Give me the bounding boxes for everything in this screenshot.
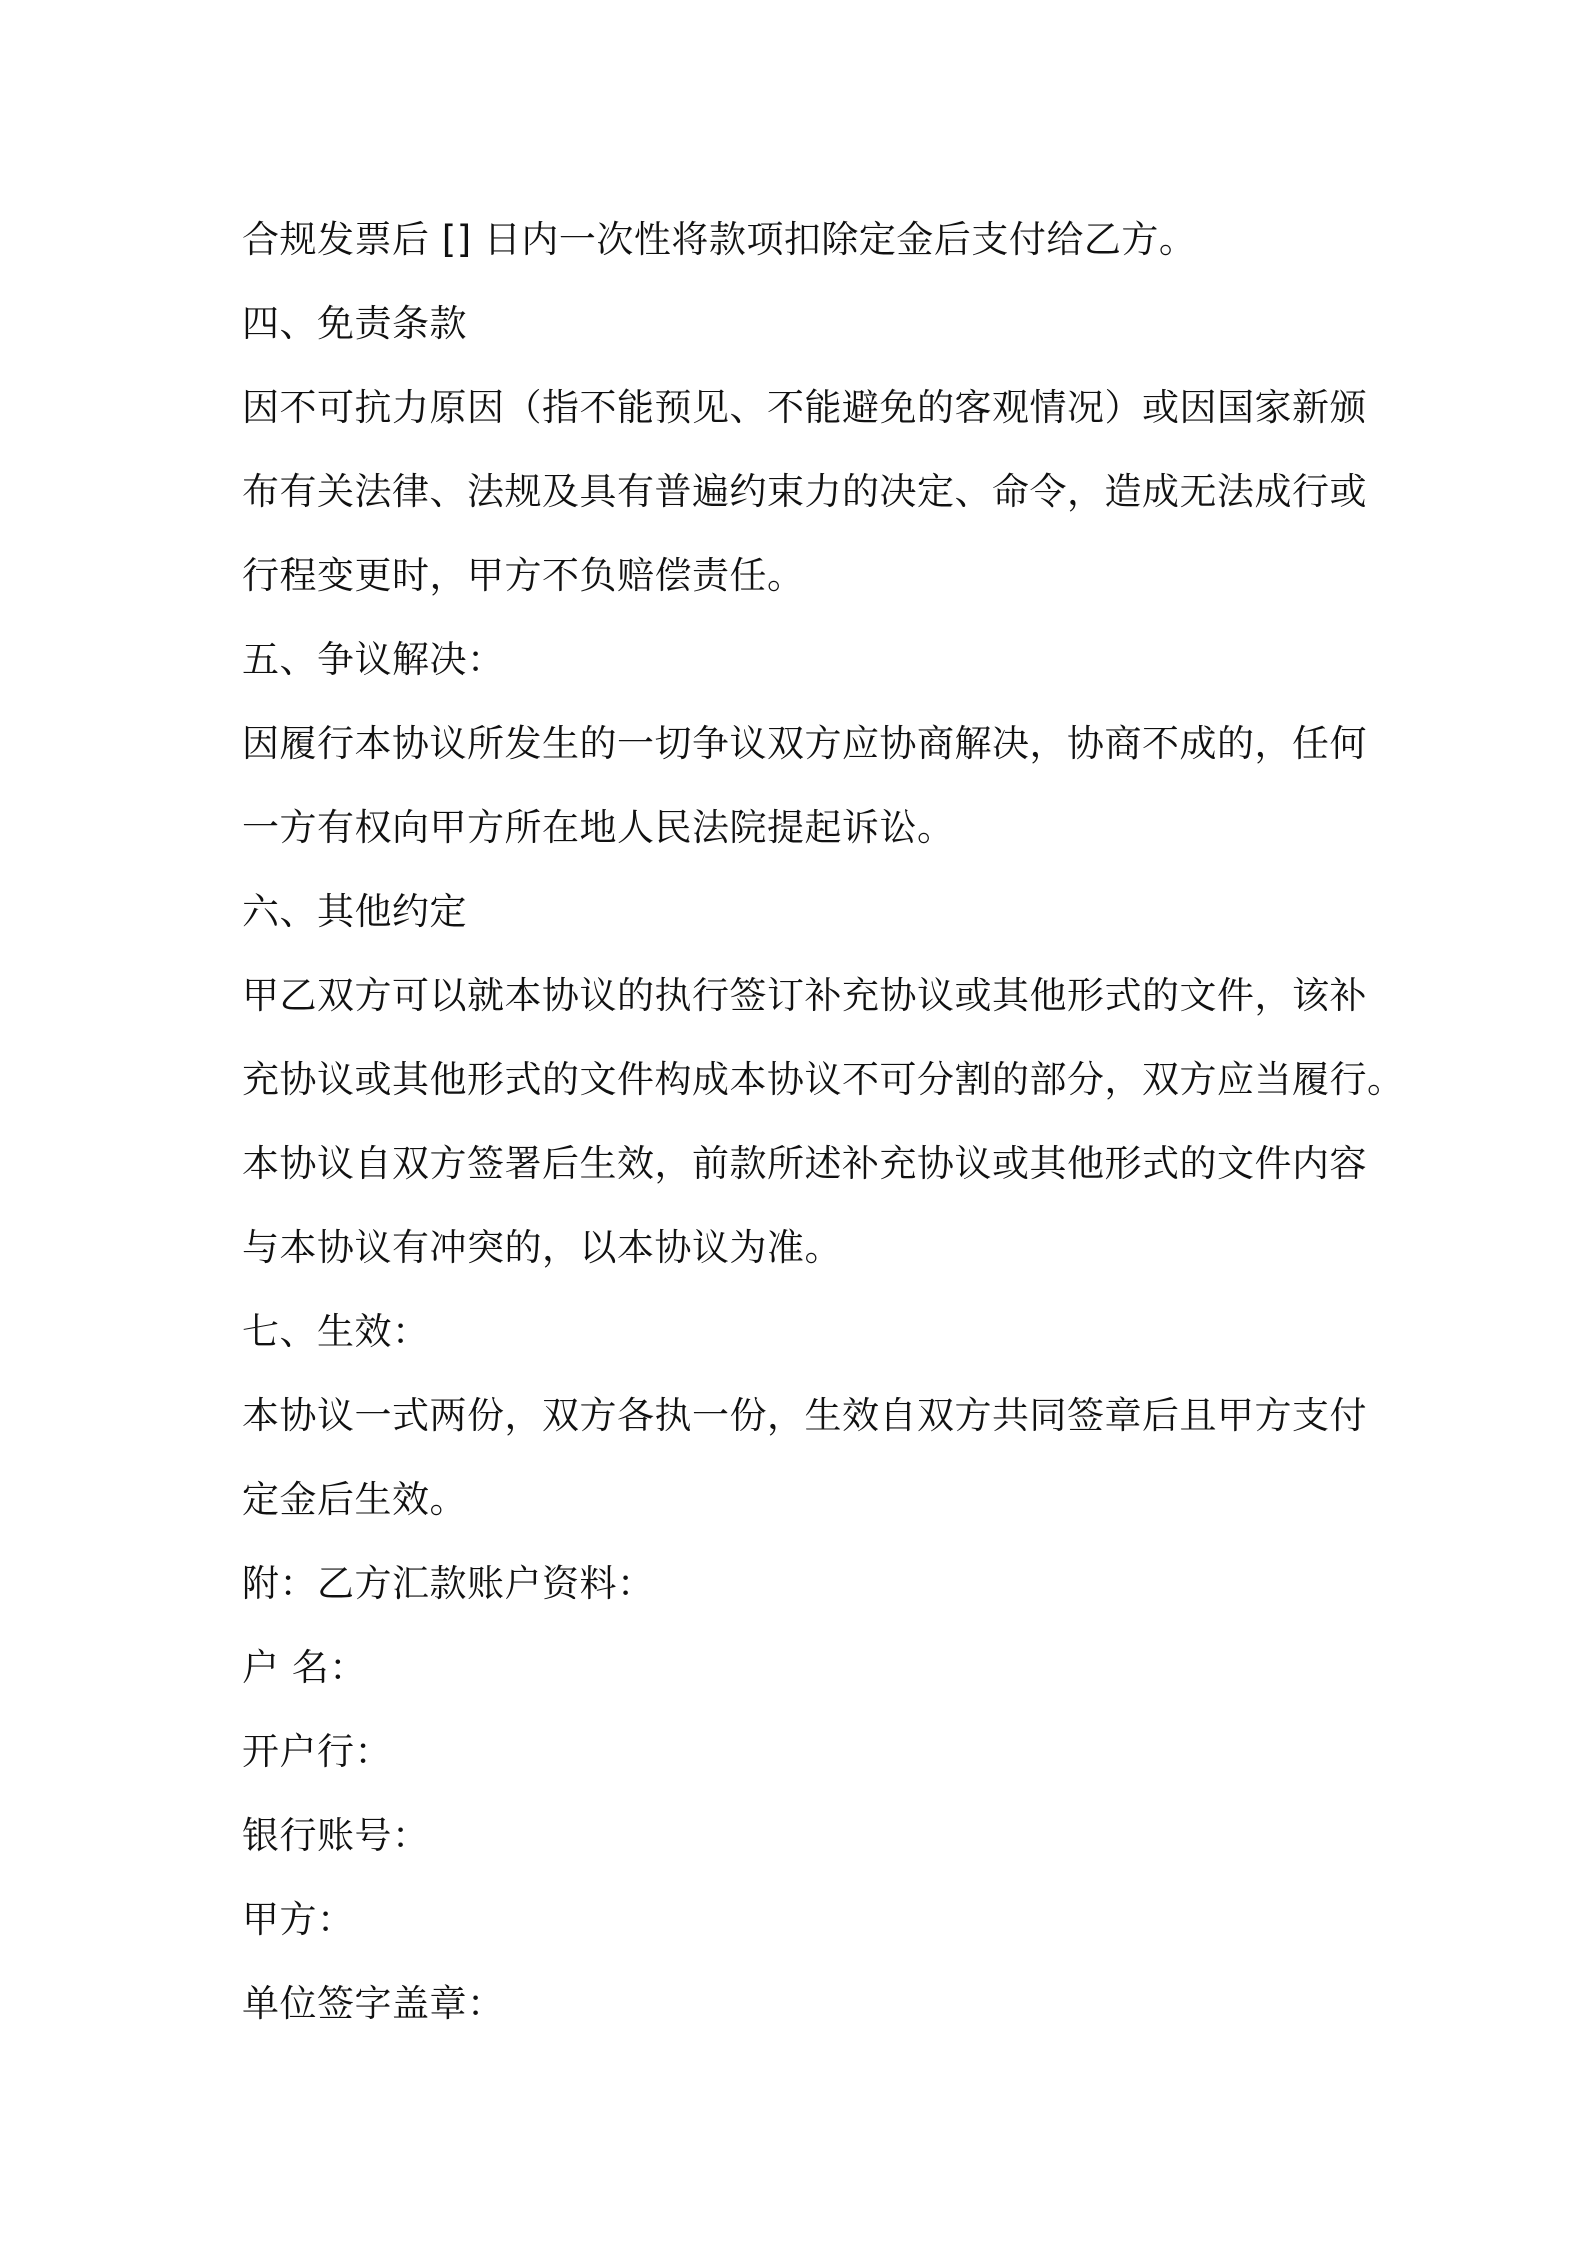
paragraph-disclaimer-line-2: 布有关法律、法规及具有普遍约束力的决定、命令，造成无法成行或	[242, 470, 1367, 513]
paragraph-other-line-1: 甲乙双方可以就本协议的执行签订补充协议或其他形式的文件，该补	[242, 974, 1367, 1017]
paragraph-other-line-4: 与本协议有冲突的，以本协议为准。	[242, 1226, 842, 1269]
section-heading-disclaimer: 四、免责条款	[242, 302, 467, 345]
document-body	[242, 198, 1405, 2046]
section-heading-other: 六、其他约定	[242, 890, 467, 933]
section-heading-effect: 七、生效：	[242, 1310, 430, 1353]
paragraph-payment-terms-end: 合规发票后 [] 日内一次性将款项扣除定金后支付给乙方。	[242, 218, 1197, 261]
section-heading-dispute: 五、争议解决：	[242, 638, 505, 681]
appendix-account-heading: 附：乙方汇款账户资料：	[242, 1562, 655, 1605]
paragraph-effect-line-2: 定金后生效。	[242, 1478, 467, 1521]
field-party-a: 甲方：	[242, 1898, 355, 1941]
paragraph-other-line-3: 本协议自双方签署后生效，前款所述补充协议或其他形式的文件内容	[242, 1142, 1367, 1185]
field-bank-account-number: 银行账号：	[242, 1814, 430, 1857]
paragraph-disclaimer-line-3: 行程变更时，甲方不负赔偿责任。	[242, 554, 805, 597]
field-bank-name: 开户行：	[242, 1730, 392, 1773]
paragraph-dispute-line-1: 因履行本协议所发生的一切争议双方应协商解决，协商不成的，任何	[242, 722, 1367, 765]
paragraph-disclaimer-line-1: 因不可抗力原因（指不能预见、不能避免的客观情况）或因国家新颁	[242, 386, 1367, 429]
field-account-name: 户 名：	[242, 1646, 367, 1689]
paragraph-effect-line-1: 本协议一式两份，双方各执一份，生效自双方共同签章后且甲方支付	[242, 1394, 1367, 1437]
paragraph-dispute-line-2: 一方有权向甲方所在地人民法院提起诉讼。	[242, 806, 955, 849]
paragraph-other-line-2: 充协议或其他形式的文件构成本协议不可分割的部分，双方应当履行。	[242, 1058, 1405, 1101]
field-signature-seal: 单位签字盖章：	[242, 1982, 505, 2025]
